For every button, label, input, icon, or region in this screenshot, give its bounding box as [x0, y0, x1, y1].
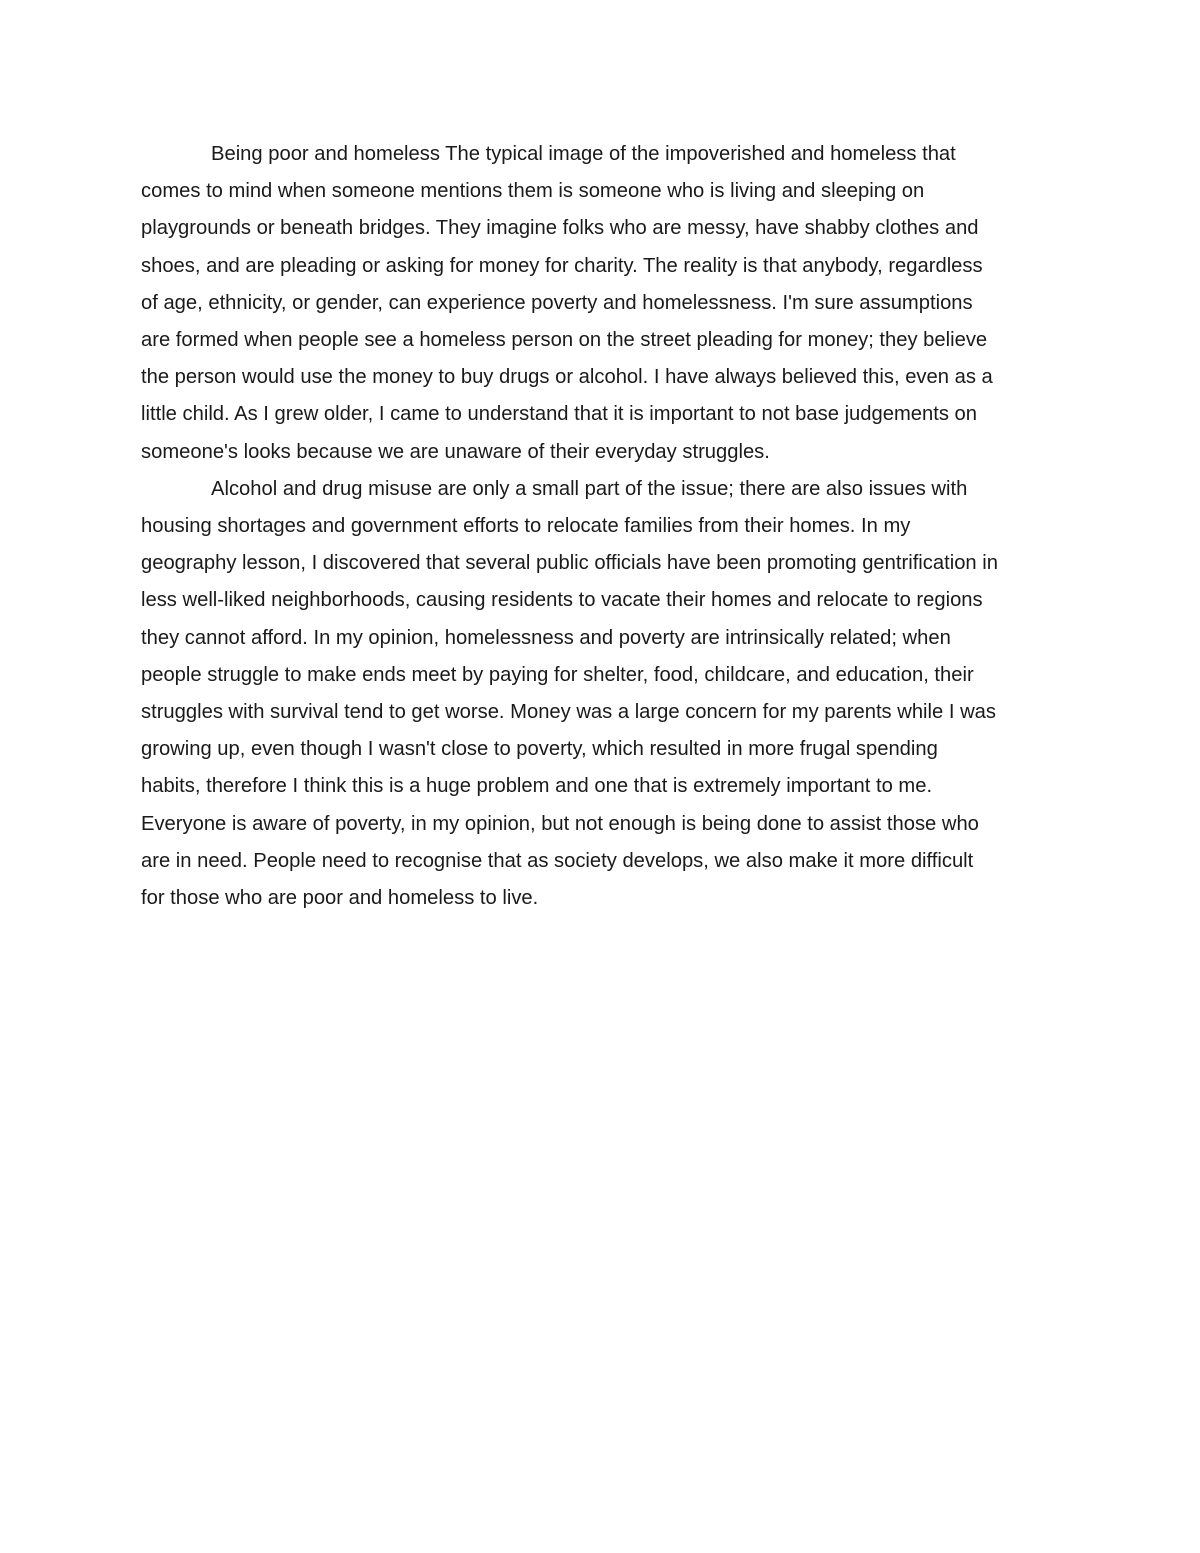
paragraph-line: less well-liked neighborhoods, causing residents to vacate their homes and relocate to regions	[141, 589, 983, 612]
paragraph-line: geography lesson, I discovered that several public officials have been promoting gentrification in	[141, 552, 998, 575]
paragraph-line: Being poor and homeless The typical image of the impoverished and homeless that	[211, 143, 956, 165]
paragraph-line: the person would use the money to buy drugs or alcohol. I have always believed this, even as a	[141, 366, 993, 389]
paragraph-line: Everyone is aware of poverty, in my opinion, but not enough is being done to assist those who	[141, 812, 979, 835]
paragraph-line: they cannot afford. In my opinion, homelessness and poverty are intrinsically related; when	[141, 626, 951, 649]
paragraph-line: Alcohol and drug misuse are only a small part of the issue; there are also issues with	[211, 477, 968, 500]
paragraph-line: shoes, and are pleading or asking for money for charity. The reality is that anybody, regardless	[141, 254, 983, 277]
paragraph-line: comes to mind when someone mentions them is someone who is living and sleeping on	[141, 180, 925, 203]
paragraph-line: for those who are poor and homeless to live.	[141, 887, 539, 910]
paragraph-2	[141, 471, 1061, 917]
paragraph-1	[141, 136, 1061, 471]
paragraph-line: playgrounds or beneath bridges. They imagine folks who are messy, have shabby clothes and	[141, 217, 979, 240]
paragraph-line: little child. As I grew older, I came to understand that it is important to not base judgements on	[141, 403, 977, 426]
paragraph-line: are formed when people see a homeless person on the street pleading for money; they believe	[141, 329, 988, 352]
paragraph-line: struggles with survival tend to get worse. Money was a large concern for my parents while I was	[141, 701, 996, 724]
paragraph-line: growing up, even though I wasn't close to poverty, which resulted in more frugal spending	[141, 738, 938, 761]
paragraph-line: housing shortages and government efforts to relocate families from their homes. In my	[141, 515, 911, 538]
paragraph-line: someone's looks because we are unaware of their everyday struggles.	[141, 440, 770, 463]
paragraph-line: people struggle to make ends meet by paying for shelter, food, childcare, and education, their	[141, 663, 974, 686]
paragraph-line: of age, ethnicity, or gender, can experience poverty and homelessness. I'm sure assumptions	[141, 291, 973, 314]
paragraph-line: habits, therefore I think this is a huge problem and one that is extremely important to me.	[141, 775, 933, 798]
paragraph-line: are in need. People need to recognise that as society develops, we also make it more difficult	[141, 849, 974, 872]
document-body	[141, 136, 1061, 917]
